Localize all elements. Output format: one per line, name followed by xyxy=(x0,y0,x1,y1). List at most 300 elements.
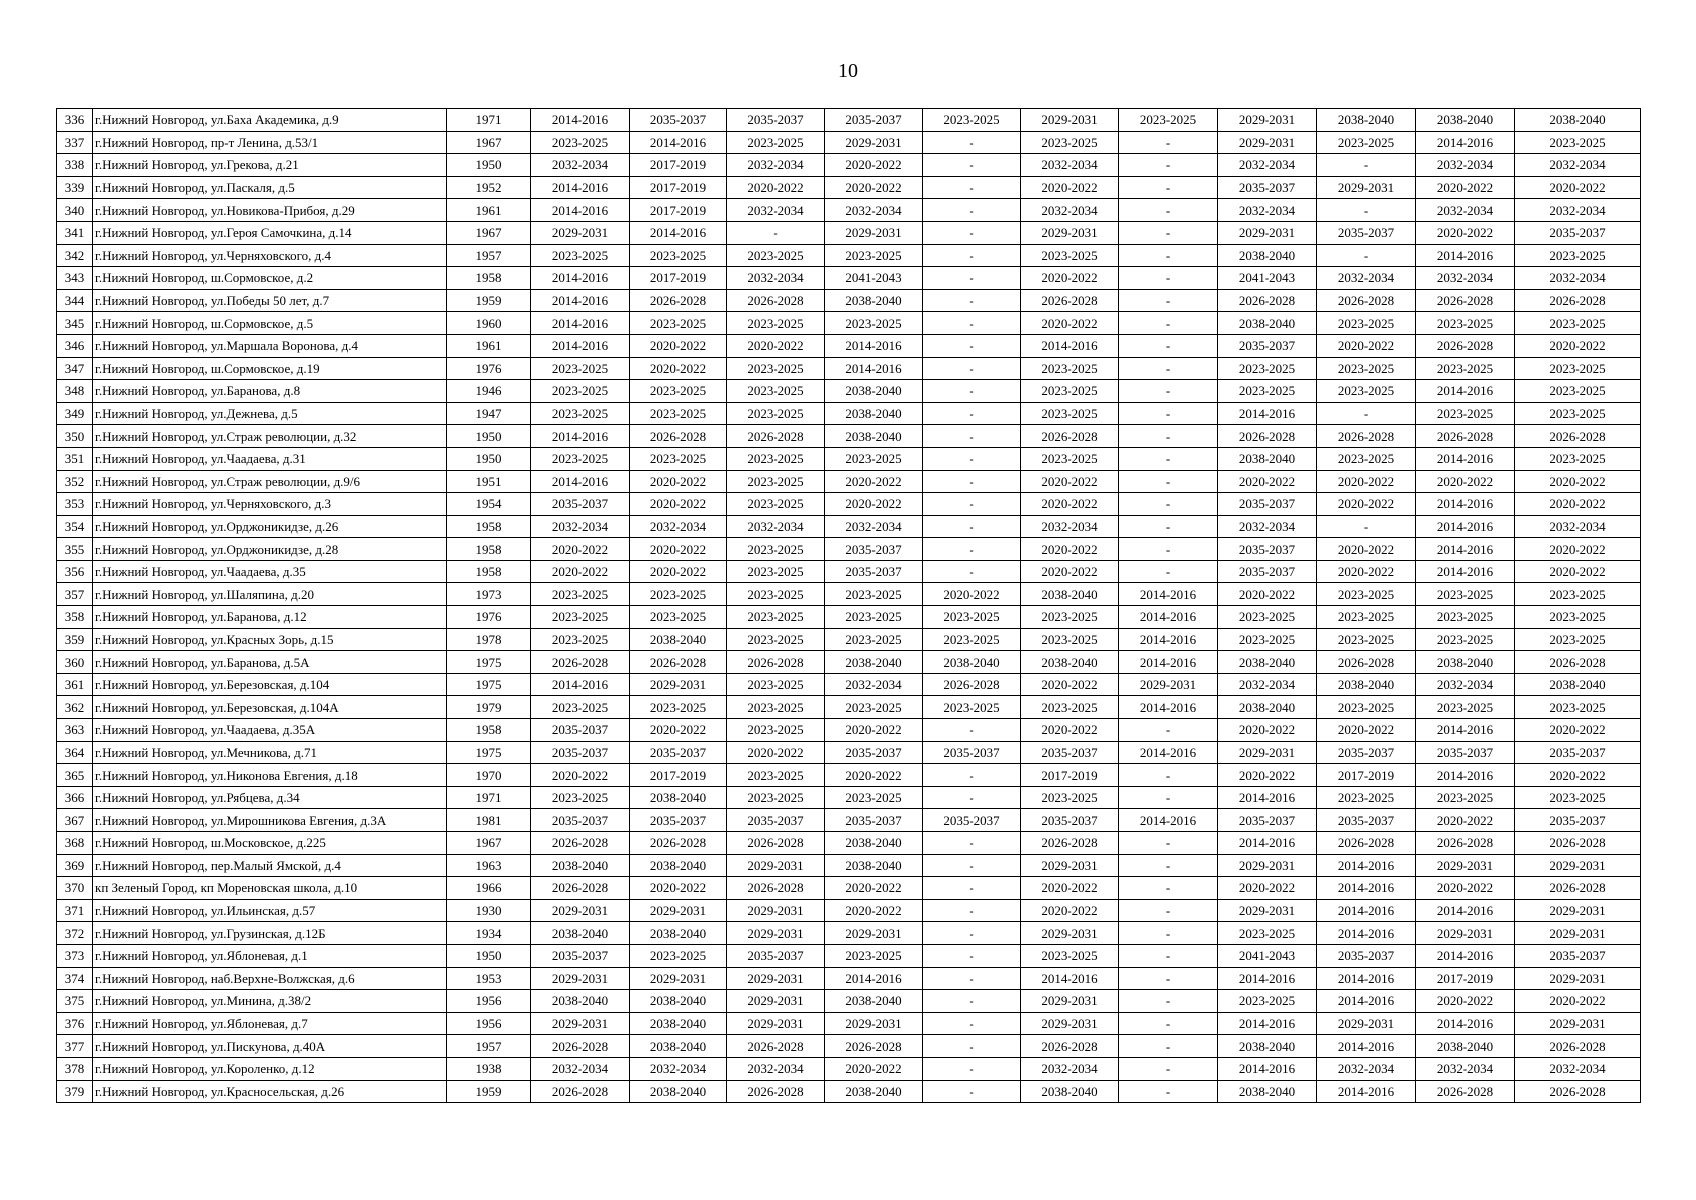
period-cell: 2014-2016 xyxy=(825,357,923,380)
period-cell: 2023-2025 xyxy=(531,583,630,606)
table-row xyxy=(57,402,1641,425)
period-cell: - xyxy=(923,560,1021,583)
period-cell: 2014-2016 xyxy=(1119,628,1218,651)
period-cell: 2020-2022 xyxy=(1317,334,1416,357)
period-cell: 2035-2037 xyxy=(1515,944,1641,967)
period-cell: - xyxy=(1119,289,1218,312)
table-row xyxy=(57,764,1641,787)
period-cell: 2029-2031 xyxy=(630,899,727,922)
period-cell: - xyxy=(1119,176,1218,199)
period-cell: 2023-2025 xyxy=(531,628,630,651)
period-cell: 2023-2025 xyxy=(1317,696,1416,719)
period-cell: 2020-2022 xyxy=(1416,809,1515,832)
period-cell: 2020-2022 xyxy=(1515,990,1641,1013)
period-cell: 2038-2040 xyxy=(825,425,923,448)
period-cell: 2023-2025 xyxy=(727,380,825,403)
period-cell: 2038-2040 xyxy=(531,854,630,877)
period-cell: 2020-2022 xyxy=(1021,538,1119,561)
period-cell: 2023-2025 xyxy=(1317,606,1416,629)
year-cell: 1967 xyxy=(447,221,531,244)
period-cell: 2023-2025 xyxy=(727,312,825,335)
row-number-cell: 347 xyxy=(57,357,93,380)
period-cell: 2026-2028 xyxy=(630,651,727,674)
period-cell: 2014-2016 xyxy=(1218,1012,1317,1035)
table-row xyxy=(57,606,1641,629)
period-cell: - xyxy=(923,221,1021,244)
period-cell: 2020-2022 xyxy=(727,176,825,199)
period-cell: 2023-2025 xyxy=(1021,786,1119,809)
period-cell: - xyxy=(1119,899,1218,922)
period-cell: 2014-2016 xyxy=(1119,741,1218,764)
period-cell: 2029-2031 xyxy=(1317,1012,1416,1035)
period-cell: 2023-2025 xyxy=(727,786,825,809)
table-row xyxy=(57,877,1641,900)
period-cell: 2026-2028 xyxy=(630,832,727,855)
period-cell: - xyxy=(1119,1057,1218,1080)
period-cell: 2023-2025 xyxy=(1416,402,1515,425)
period-cell: 2014-2016 xyxy=(1416,131,1515,154)
table-row xyxy=(57,944,1641,967)
period-cell: 2023-2025 xyxy=(727,606,825,629)
period-cell: 2020-2022 xyxy=(1021,899,1119,922)
period-cell: - xyxy=(923,990,1021,1013)
period-cell: - xyxy=(923,493,1021,516)
period-cell: 2029-2031 xyxy=(1218,221,1317,244)
year-cell: 1967 xyxy=(447,832,531,855)
period-cell: 2023-2025 xyxy=(923,109,1021,132)
period-cell: 2014-2016 xyxy=(1317,899,1416,922)
period-cell: 2023-2025 xyxy=(1416,628,1515,651)
period-cell: 2032-2034 xyxy=(825,515,923,538)
period-cell: 2020-2022 xyxy=(630,877,727,900)
period-cell: 2014-2016 xyxy=(1416,244,1515,267)
row-number-cell: 363 xyxy=(57,719,93,742)
period-cell: 2014-2016 xyxy=(531,176,630,199)
period-cell: 2014-2016 xyxy=(1416,899,1515,922)
period-cell: 2020-2022 xyxy=(1021,470,1119,493)
period-cell: 2014-2016 xyxy=(1416,447,1515,470)
period-cell: 2014-2016 xyxy=(1416,719,1515,742)
period-cell: 2023-2025 xyxy=(630,696,727,719)
row-number-cell: 345 xyxy=(57,312,93,335)
period-cell: 2023-2025 xyxy=(727,628,825,651)
period-cell: 2026-2028 xyxy=(531,877,630,900)
period-cell: 2032-2034 xyxy=(727,154,825,177)
period-cell: 2038-2040 xyxy=(825,380,923,403)
year-cell: 1958 xyxy=(447,560,531,583)
table-row xyxy=(57,560,1641,583)
period-cell: 2035-2037 xyxy=(630,809,727,832)
period-cell: 2020-2022 xyxy=(531,764,630,787)
period-cell: 2020-2022 xyxy=(1317,560,1416,583)
period-cell: 2023-2025 xyxy=(727,673,825,696)
table-row xyxy=(57,719,1641,742)
period-cell: - xyxy=(1119,538,1218,561)
period-cell: - xyxy=(923,334,1021,357)
period-cell: 2035-2037 xyxy=(1021,809,1119,832)
period-cell: 2035-2037 xyxy=(630,109,727,132)
row-number-cell: 344 xyxy=(57,289,93,312)
year-cell: 1976 xyxy=(447,357,531,380)
row-number-cell: 348 xyxy=(57,380,93,403)
period-cell: - xyxy=(1119,447,1218,470)
period-cell: 2023-2025 xyxy=(825,447,923,470)
period-cell: 2029-2031 xyxy=(727,990,825,1013)
period-cell: 2026-2028 xyxy=(630,425,727,448)
period-cell: 2020-2022 xyxy=(1021,877,1119,900)
period-cell: 2038-2040 xyxy=(923,651,1021,674)
period-cell: 2023-2025 xyxy=(1317,447,1416,470)
address-cell: г.Нижний Новгород, ул.Мечникова, д.71 xyxy=(93,741,447,764)
period-cell: 2023-2025 xyxy=(727,244,825,267)
period-cell: 2023-2025 xyxy=(630,606,727,629)
year-cell: 1954 xyxy=(447,493,531,516)
year-cell: 1934 xyxy=(447,922,531,945)
period-cell: 2023-2025 xyxy=(1317,312,1416,335)
period-cell: 2035-2037 xyxy=(1218,560,1317,583)
period-cell: - xyxy=(1119,380,1218,403)
period-cell: 2023-2025 xyxy=(630,312,727,335)
period-cell: 2014-2016 xyxy=(1416,764,1515,787)
period-cell: 2023-2025 xyxy=(727,538,825,561)
row-number-cell: 342 xyxy=(57,244,93,267)
table-row xyxy=(57,1035,1641,1058)
period-cell: 2020-2022 xyxy=(1515,764,1641,787)
period-cell: 2035-2037 xyxy=(1218,176,1317,199)
period-cell: 2035-2037 xyxy=(531,741,630,764)
period-cell: - xyxy=(923,1057,1021,1080)
period-cell: 2035-2037 xyxy=(1218,809,1317,832)
address-cell: г.Нижний Новгород, ул.Черняховского, д.4 xyxy=(93,244,447,267)
period-cell: 2038-2040 xyxy=(630,1012,727,1035)
address-cell: г.Нижний Новгород, ул.Яблоневая, д.7 xyxy=(93,1012,447,1035)
row-number-cell: 337 xyxy=(57,131,93,154)
period-cell: - xyxy=(1119,1035,1218,1058)
period-cell: 2032-2034 xyxy=(1021,154,1119,177)
period-cell: 2029-2031 xyxy=(1515,854,1641,877)
period-cell: 2017-2019 xyxy=(630,176,727,199)
period-cell: 2026-2028 xyxy=(1416,1080,1515,1103)
period-cell: 2020-2022 xyxy=(1218,719,1317,742)
period-cell: 2026-2028 xyxy=(1317,651,1416,674)
table-row xyxy=(57,1012,1641,1035)
period-cell: 2029-2031 xyxy=(1021,990,1119,1013)
period-cell: 2029-2031 xyxy=(630,967,727,990)
period-cell: 2032-2034 xyxy=(630,515,727,538)
period-cell: 2023-2025 xyxy=(630,402,727,425)
row-number-cell: 351 xyxy=(57,447,93,470)
period-cell: 2032-2034 xyxy=(531,154,630,177)
period-cell: - xyxy=(923,244,1021,267)
address-cell: г.Нижний Новгород, ул.Страж революции, д.32 xyxy=(93,425,447,448)
address-cell: кп Зеленый Город, кп Мореновская школа, д.10 xyxy=(93,877,447,900)
address-cell: г.Нижний Новгород, ул.Чаадаева, д.35 xyxy=(93,560,447,583)
period-cell: 2020-2022 xyxy=(1021,267,1119,290)
period-cell: - xyxy=(1119,493,1218,516)
period-cell: - xyxy=(923,832,1021,855)
period-cell: 2038-2040 xyxy=(1218,1035,1317,1058)
period-cell: 2038-2040 xyxy=(1416,109,1515,132)
table-row xyxy=(57,922,1641,945)
period-cell: 2026-2028 xyxy=(923,673,1021,696)
table-row xyxy=(57,425,1641,448)
period-cell: - xyxy=(1119,764,1218,787)
year-cell: 1950 xyxy=(447,944,531,967)
period-cell: 2038-2040 xyxy=(825,832,923,855)
address-cell: г.Нижний Новгород, ул.Маршала Воронова, д.4 xyxy=(93,334,447,357)
period-cell: 2014-2016 xyxy=(1416,538,1515,561)
address-cell: г.Нижний Новгород, ш.Сормовское, д.5 xyxy=(93,312,447,335)
period-cell: 2017-2019 xyxy=(630,199,727,222)
period-cell: 2038-2040 xyxy=(825,289,923,312)
period-cell: - xyxy=(1119,877,1218,900)
period-cell: 2014-2016 xyxy=(531,673,630,696)
period-cell: - xyxy=(1119,719,1218,742)
period-cell: - xyxy=(923,267,1021,290)
period-cell: 2023-2025 xyxy=(1021,944,1119,967)
period-cell: 2038-2040 xyxy=(1317,109,1416,132)
period-cell: 2020-2022 xyxy=(1317,493,1416,516)
period-cell: 2038-2040 xyxy=(825,990,923,1013)
period-cell: 2023-2025 xyxy=(531,447,630,470)
period-cell: 2023-2025 xyxy=(1021,244,1119,267)
period-cell: 2014-2016 xyxy=(1416,1012,1515,1035)
year-cell: 1956 xyxy=(447,990,531,1013)
table-row xyxy=(57,967,1641,990)
period-cell: 2032-2034 xyxy=(1416,154,1515,177)
address-cell: г.Нижний Новгород, ул.Паскаля, д.5 xyxy=(93,176,447,199)
row-number-cell: 373 xyxy=(57,944,93,967)
period-cell: - xyxy=(923,470,1021,493)
row-number-cell: 350 xyxy=(57,425,93,448)
period-cell: 2035-2037 xyxy=(1416,741,1515,764)
year-cell: 1958 xyxy=(447,515,531,538)
period-cell: 2014-2016 xyxy=(531,199,630,222)
period-cell: 2029-2031 xyxy=(630,673,727,696)
table-row xyxy=(57,380,1641,403)
period-cell: 2023-2025 xyxy=(825,628,923,651)
period-cell: 2023-2025 xyxy=(1515,402,1641,425)
period-cell: 2026-2028 xyxy=(1416,289,1515,312)
year-cell: 1963 xyxy=(447,854,531,877)
period-cell: 2038-2040 xyxy=(531,990,630,1013)
period-cell: 2029-2031 xyxy=(825,922,923,945)
period-cell: 2026-2028 xyxy=(630,289,727,312)
year-cell: 1976 xyxy=(447,606,531,629)
period-cell: 2020-2022 xyxy=(1515,176,1641,199)
period-cell: 2023-2025 xyxy=(727,493,825,516)
period-cell: 2035-2037 xyxy=(825,809,923,832)
year-cell: 1975 xyxy=(447,651,531,674)
table-row xyxy=(57,809,1641,832)
period-cell: 2020-2022 xyxy=(1021,719,1119,742)
period-cell: - xyxy=(923,154,1021,177)
period-cell: 2038-2040 xyxy=(1021,583,1119,606)
period-cell: - xyxy=(923,289,1021,312)
period-cell: 2038-2040 xyxy=(630,786,727,809)
period-cell: 2023-2025 xyxy=(825,312,923,335)
period-cell: 2038-2040 xyxy=(531,922,630,945)
year-cell: 1966 xyxy=(447,877,531,900)
period-cell: 2023-2025 xyxy=(923,606,1021,629)
address-cell: г.Нижний Новгород, ул.Березовская, д.104 xyxy=(93,673,447,696)
address-cell: г.Нижний Новгород, ул.Пискунова, д.40А xyxy=(93,1035,447,1058)
period-cell: - xyxy=(1119,334,1218,357)
period-cell: 2029-2031 xyxy=(1021,221,1119,244)
period-cell: 2020-2022 xyxy=(630,334,727,357)
table-row xyxy=(57,312,1641,335)
period-cell: 2032-2034 xyxy=(1021,1057,1119,1080)
period-cell: 2038-2040 xyxy=(1317,673,1416,696)
row-number-cell: 374 xyxy=(57,967,93,990)
address-cell: г.Нижний Новгород, ул.Яблоневая, д.1 xyxy=(93,944,447,967)
period-cell: 2020-2022 xyxy=(1021,560,1119,583)
period-cell: 2023-2025 xyxy=(1021,380,1119,403)
address-cell: г.Нижний Новгород, ул.Шаляпина, д.20 xyxy=(93,583,447,606)
period-cell: - xyxy=(1119,154,1218,177)
period-cell: - xyxy=(923,1012,1021,1035)
period-cell: 2029-2031 xyxy=(1021,922,1119,945)
period-cell: 2038-2040 xyxy=(825,854,923,877)
page-number: 10 xyxy=(838,60,858,82)
period-cell: 2020-2022 xyxy=(1317,470,1416,493)
period-cell: 2035-2037 xyxy=(1317,221,1416,244)
period-cell: 2035-2037 xyxy=(1218,493,1317,516)
row-number-cell: 356 xyxy=(57,560,93,583)
period-cell: 2023-2025 xyxy=(727,357,825,380)
period-cell: 2041-2043 xyxy=(825,267,923,290)
period-cell: 2035-2037 xyxy=(1317,809,1416,832)
period-cell: 2026-2028 xyxy=(1515,289,1641,312)
table-row xyxy=(57,493,1641,516)
period-cell: 2020-2022 xyxy=(825,493,923,516)
year-cell: 1959 xyxy=(447,289,531,312)
period-cell: - xyxy=(923,131,1021,154)
period-cell: - xyxy=(923,786,1021,809)
period-cell: 2023-2025 xyxy=(1119,109,1218,132)
period-cell: 2032-2034 xyxy=(1218,515,1317,538)
period-cell: 2035-2037 xyxy=(727,944,825,967)
table-row xyxy=(57,854,1641,877)
year-cell: 1970 xyxy=(447,764,531,787)
year-cell: 1956 xyxy=(447,1012,531,1035)
period-cell: 2020-2022 xyxy=(1317,538,1416,561)
period-cell: 2020-2022 xyxy=(1515,560,1641,583)
period-cell: 2023-2025 xyxy=(727,719,825,742)
period-cell: 2014-2016 xyxy=(1317,854,1416,877)
period-cell: 2020-2022 xyxy=(1515,493,1641,516)
period-cell: 2032-2034 xyxy=(1515,515,1641,538)
period-cell: 2023-2025 xyxy=(1021,606,1119,629)
table-row xyxy=(57,515,1641,538)
period-cell: 2032-2034 xyxy=(531,515,630,538)
period-cell: 2032-2034 xyxy=(1317,1057,1416,1080)
address-cell: г.Нижний Новгород, ш.Московское, д.225 xyxy=(93,832,447,855)
period-cell: 2023-2025 xyxy=(1416,583,1515,606)
period-cell: 2032-2034 xyxy=(1416,1057,1515,1080)
period-cell: 2029-2031 xyxy=(1218,899,1317,922)
period-cell: 2023-2025 xyxy=(825,696,923,719)
period-cell: 2038-2040 xyxy=(1218,696,1317,719)
period-cell: 2029-2031 xyxy=(727,1012,825,1035)
period-cell: 2023-2025 xyxy=(1021,447,1119,470)
period-cell: 2035-2037 xyxy=(1515,809,1641,832)
period-cell: 2029-2031 xyxy=(531,1012,630,1035)
address-cell: г.Нижний Новгород, наб.Верхне-Волжская, д.6 xyxy=(93,967,447,990)
period-cell: 2020-2022 xyxy=(630,719,727,742)
period-cell: 2023-2025 xyxy=(1515,606,1641,629)
period-cell: 2023-2025 xyxy=(1218,990,1317,1013)
period-cell: 2035-2037 xyxy=(1317,741,1416,764)
year-cell: 1930 xyxy=(447,899,531,922)
period-cell: 2032-2034 xyxy=(1218,673,1317,696)
period-cell: 2020-2022 xyxy=(1317,719,1416,742)
period-cell: 2014-2016 xyxy=(531,267,630,290)
period-cell: 2026-2028 xyxy=(727,877,825,900)
address-cell: г.Нижний Новгород, ул.Баранова, д.8 xyxy=(93,380,447,403)
address-cell: г.Нижний Новгород, ул.Баранова, д.5А xyxy=(93,651,447,674)
period-cell: 2026-2028 xyxy=(531,1035,630,1058)
table-row xyxy=(57,176,1641,199)
period-cell: 2035-2037 xyxy=(727,109,825,132)
period-cell: - xyxy=(1119,922,1218,945)
period-cell: - xyxy=(1119,402,1218,425)
period-cell: 2020-2022 xyxy=(1021,493,1119,516)
period-cell: 2023-2025 xyxy=(1317,628,1416,651)
year-cell: 1958 xyxy=(447,538,531,561)
period-cell: 2029-2031 xyxy=(727,854,825,877)
period-cell: 2023-2025 xyxy=(825,944,923,967)
table-row xyxy=(57,696,1641,719)
period-cell: 2023-2025 xyxy=(1317,380,1416,403)
period-cell: - xyxy=(1119,357,1218,380)
period-cell: 2023-2025 xyxy=(727,560,825,583)
period-cell: 2017-2019 xyxy=(1416,967,1515,990)
table-row xyxy=(57,154,1641,177)
period-cell: 2029-2031 xyxy=(727,899,825,922)
address-cell: г.Нижний Новгород, ул.Никонова Евгения, д.18 xyxy=(93,764,447,787)
period-cell: 2035-2037 xyxy=(825,741,923,764)
period-cell: - xyxy=(1119,854,1218,877)
row-number-cell: 349 xyxy=(57,402,93,425)
period-cell: 2029-2031 xyxy=(1515,899,1641,922)
address-cell: г.Нижний Новгород, ул.Чаадаева, д.35А xyxy=(93,719,447,742)
period-cell: 2020-2022 xyxy=(1021,673,1119,696)
period-cell: 2023-2025 xyxy=(1021,696,1119,719)
year-cell: 1981 xyxy=(447,809,531,832)
period-cell: 2023-2025 xyxy=(1317,786,1416,809)
period-cell: 2032-2034 xyxy=(1515,1057,1641,1080)
period-cell: 2026-2028 xyxy=(1317,289,1416,312)
year-cell: 1978 xyxy=(447,628,531,651)
table-row xyxy=(57,1080,1641,1103)
period-cell: 2014-2016 xyxy=(1218,786,1317,809)
period-cell: 2020-2022 xyxy=(630,470,727,493)
year-cell: 1958 xyxy=(447,719,531,742)
period-cell: 2014-2016 xyxy=(1416,515,1515,538)
period-cell: 2032-2034 xyxy=(1021,199,1119,222)
table-row xyxy=(57,628,1641,651)
period-cell: 2020-2022 xyxy=(1515,334,1641,357)
year-cell: 1971 xyxy=(447,109,531,132)
period-cell: 2014-2016 xyxy=(1317,1035,1416,1058)
table-row xyxy=(57,447,1641,470)
period-cell: 2023-2025 xyxy=(1515,244,1641,267)
year-cell: 1967 xyxy=(447,131,531,154)
period-cell: - xyxy=(1119,199,1218,222)
period-cell: 2023-2025 xyxy=(1416,312,1515,335)
year-cell: 1975 xyxy=(447,673,531,696)
